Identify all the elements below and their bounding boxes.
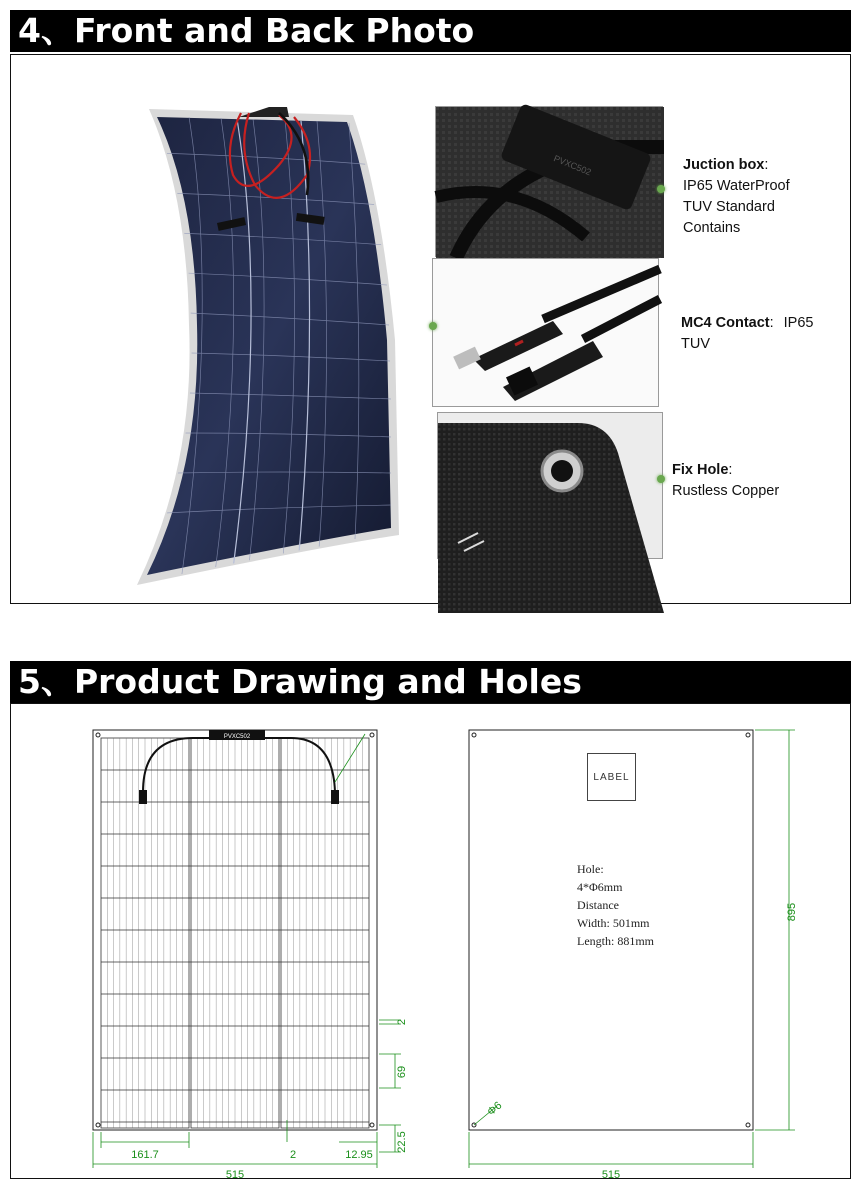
mc4-caption	[681, 313, 814, 355]
callout-dot-junction	[657, 185, 665, 193]
label-placeholder	[587, 753, 636, 801]
dim-left-column: 161.7	[131, 1149, 159, 1161]
drawing-panel	[10, 703, 851, 1179]
mc4-tail: IP65	[783, 315, 814, 331]
dim-cell-gap: 2	[396, 1018, 408, 1026]
mc4-sep: :	[769, 315, 774, 331]
mc4-heading: MC4 Contact	[681, 315, 770, 331]
hole-note-2: 4*Φ6mm	[577, 880, 623, 894]
front-junction-label: PVXC502	[223, 734, 251, 740]
section-5-title: 5、Product Drawing and Holes	[10, 661, 851, 703]
dim-right-edge: 12.95	[345, 1149, 373, 1161]
fix-hole-photo	[437, 412, 663, 559]
back-dim-hole: Φ6	[485, 1099, 505, 1119]
fix-hole-line-2: Rustless Copper	[672, 483, 780, 499]
mc4-line-2: TUV	[681, 336, 710, 352]
back-dim-height: 895	[786, 902, 798, 922]
hole-note-1: Hole:	[577, 862, 604, 876]
photo-panel	[10, 54, 851, 604]
callout-dot-fix-hole	[657, 475, 665, 483]
junction-box-stamp: PVXC502	[552, 153, 593, 178]
dim-bottom: 22.5	[396, 1131, 408, 1153]
junction-heading: Juction box	[683, 157, 765, 173]
dim-width: 515	[225, 1169, 245, 1181]
flexible-solar-panel-photo	[129, 105, 414, 590]
junction-line-1: IP65 WaterProof	[683, 178, 790, 194]
junction-caption	[683, 155, 790, 239]
hole-note-3: Distance	[577, 898, 619, 912]
dim-gap: 2	[289, 1149, 297, 1161]
junction-sep: :	[764, 157, 769, 173]
dim-cell-height: 69	[396, 1065, 408, 1079]
section-4-title: 4、Front and Back Photo	[10, 10, 851, 52]
fix-hole-heading: Fix Hole	[672, 462, 729, 478]
back-dim-width: 515	[601, 1169, 621, 1181]
fix-hole-caption	[672, 460, 779, 502]
front-view-drawing	[83, 722, 413, 1181]
junction-line-2: TUV Standard	[683, 199, 775, 215]
fix-hole-sep: :	[728, 462, 733, 478]
junction-box-photo	[435, 106, 663, 257]
junction-line-3: Contains	[683, 220, 741, 236]
label-text: LABEL	[593, 771, 630, 783]
callout-dot-mc4	[429, 322, 437, 330]
hole-note-4: Width: 501mm	[577, 916, 650, 930]
mc4-connector-photo	[432, 258, 659, 407]
hole-note-5: Length: 881mm	[577, 934, 654, 948]
hole-spec-notes	[577, 860, 654, 950]
